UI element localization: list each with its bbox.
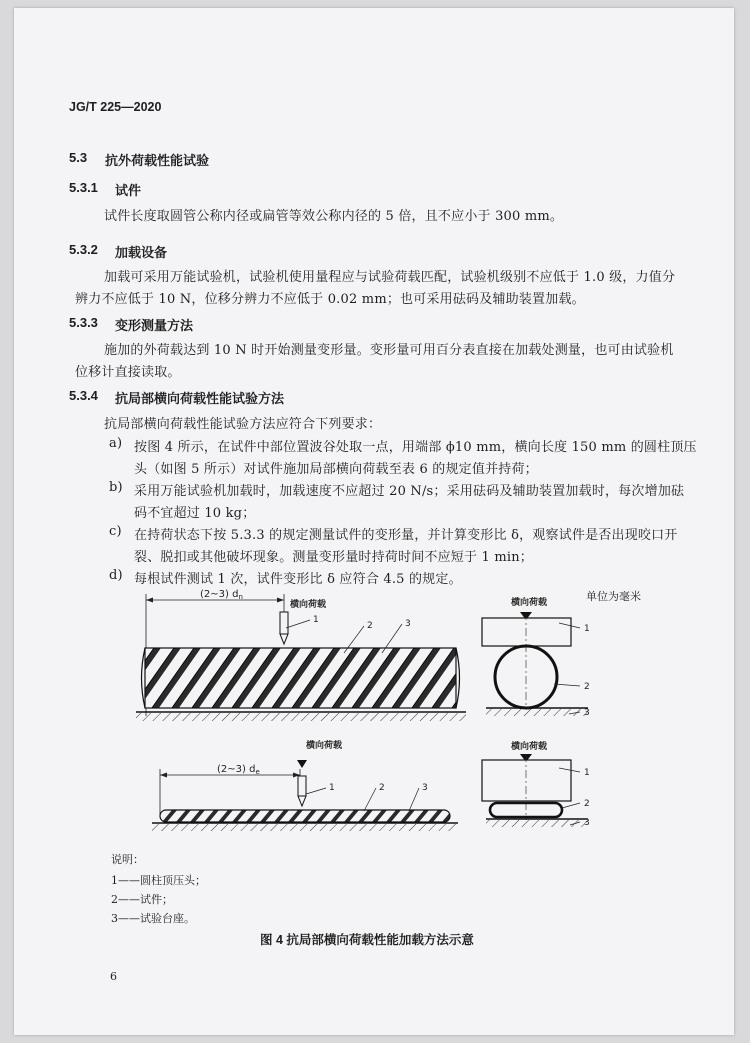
cylinder-press-head-section-bottom (482, 760, 571, 801)
cylinder-press-head-bottom (298, 776, 306, 796)
item-b-mark: b) (109, 480, 123, 495)
section-5-3-3-line2: 位移计直接读取。 (75, 365, 181, 380)
dimension-label-bottom: (2~3) $d_e$ (217, 764, 260, 776)
test-base-section-bottom (486, 820, 588, 827)
section-5-3-1-title: 试件 (115, 183, 142, 198)
section-5-3-4-intro: 抗局部横向荷载性能试验方法应符合下列要求： (104, 417, 382, 432)
section-5-3-3-number: 5.3.3 (69, 315, 98, 330)
legend-title: 说明： (111, 853, 144, 866)
section-5-3-title: 抗外荷载性能试验 (105, 153, 210, 168)
flat-pipe-side-view (152, 739, 458, 831)
section-5-3-1-number: 5.3.1 (69, 180, 98, 195)
callout-2-top: 2 (367, 621, 373, 631)
legend-item-3: 3——试验台座。 (111, 912, 195, 925)
section-5-3-2-line2: 辨力不应低于 10 N，位移分辨力不应低于 0.02 mm；也可采用砝码及辅助装置加载。 (75, 292, 585, 307)
dimension-arrow-right (277, 598, 284, 603)
callout-3-section-top: 3 (584, 708, 590, 718)
item-a-mark: a) (109, 436, 123, 451)
test-base-bottom-hatch (152, 824, 458, 831)
load-label-bottom: 横向荷载 (306, 741, 343, 751)
test-base-top-hatch (136, 713, 466, 721)
item-d-line1: 每根试件测试 1 次，试件变形比 δ 应符合 4.5 的规定。 (134, 572, 462, 587)
load-label-top: 横向荷载 (290, 600, 327, 610)
document-page (14, 8, 734, 1035)
dimension-label-top: (2~3) $d_n$ (200, 589, 243, 601)
section-5-3-2-title: 加载设备 (115, 245, 168, 260)
callout-1-section-bottom: 1 (584, 768, 590, 778)
circular-pipe-cross-section (482, 596, 590, 718)
item-c-line2: 裂、脱扣或其他破坏现象。测量变形量时持荷时间不应短于 1 min； (134, 550, 533, 565)
callout-3-section-bottom: 3 (584, 818, 590, 828)
dimension-arrow-left (146, 598, 153, 603)
figure-caption: 图 4 抗局部横向荷载性能加载方法示意 (260, 933, 474, 947)
item-a-line1: 按图 4 所示，在试件中部位置波谷处取一点，用端部 ϕ10 mm，横向长度 150 mm 的圆柱顶压 (134, 440, 697, 455)
item-a-line2: 头（如图 5 所示）对试件施加局部横向荷载至表 6 的规定值并持荷； (134, 462, 538, 477)
callout-2-section-bottom: 2 (584, 799, 590, 809)
section-5-3-number: 5.3 (69, 150, 88, 165)
item-d-mark: d) (109, 568, 123, 583)
item-b-line1: 采用万能试验机加载时，加载速度不应超过 20 N/s；采用砝码及辅助装置加载时，每次增加砝 (134, 484, 685, 499)
callout-3-bottom: 3 (422, 783, 428, 793)
flat-pipe-specimen (160, 810, 450, 822)
load-label-section-bottom: 横向荷载 (511, 742, 548, 752)
circular-pipe-specimen (145, 648, 456, 708)
document-content (14, 8, 734, 1035)
callout-1-section-top: 1 (584, 624, 590, 634)
callout-1-bottom: 1 (329, 783, 335, 793)
section-5-3-4-title: 抗局部横向荷载性能试验方法 (115, 391, 285, 406)
item-c-line1: 在持荷状态下按 5.3.3 的规定测量试件的变形量，并计算变形比 δ，观察试件是否出现咬口开 (134, 528, 678, 543)
section-5-3-3-line1: 施加的外荷载达到 10 N 时开始测量变形量。变形量可用百分表直接在加载处测量，也可由试验机 (104, 343, 674, 358)
standard-code: JG/T 225—2020 (69, 100, 162, 114)
section-5-3-1-text: 试件长度取圆管公称内径或扁管等效公称内径的 5 倍，且不应小于 300 mm。 (104, 209, 564, 224)
flat-pipe-cross-section (482, 740, 590, 828)
page-number: 6 (110, 970, 117, 983)
unit-note: 单位为毫米 (586, 590, 641, 603)
cylinder-press-head-section-top (482, 618, 571, 646)
cylinder-press-head-top (280, 612, 288, 634)
callout-2-bottom: 2 (379, 783, 385, 793)
callout-2-section-top: 2 (584, 682, 590, 692)
section-5-3-2-line1: 加载可采用万能试验机，试验机使用量程应与试验荷载匹配，试验机级别不应低于 1.0 级，力值分 (104, 270, 676, 285)
item-b-line2: 码不宜超过 10 kg； (134, 506, 256, 521)
load-label-section-top: 横向荷载 (511, 598, 548, 608)
callout-3-top: 3 (405, 619, 411, 629)
section-5-3-3-title: 变形测量方法 (115, 318, 194, 333)
callout-1-top: 1 (313, 615, 319, 625)
test-base-section-top (486, 709, 588, 716)
legend-item-1: 1——圆柱顶压头； (111, 874, 206, 887)
section-5-3-4-number: 5.3.4 (69, 388, 98, 403)
circular-pipe-side-view (136, 589, 466, 721)
legend-item-2: 2——试件； (111, 893, 173, 906)
section-5-3-2-number: 5.3.2 (69, 242, 98, 257)
item-c-mark: c) (109, 524, 122, 539)
